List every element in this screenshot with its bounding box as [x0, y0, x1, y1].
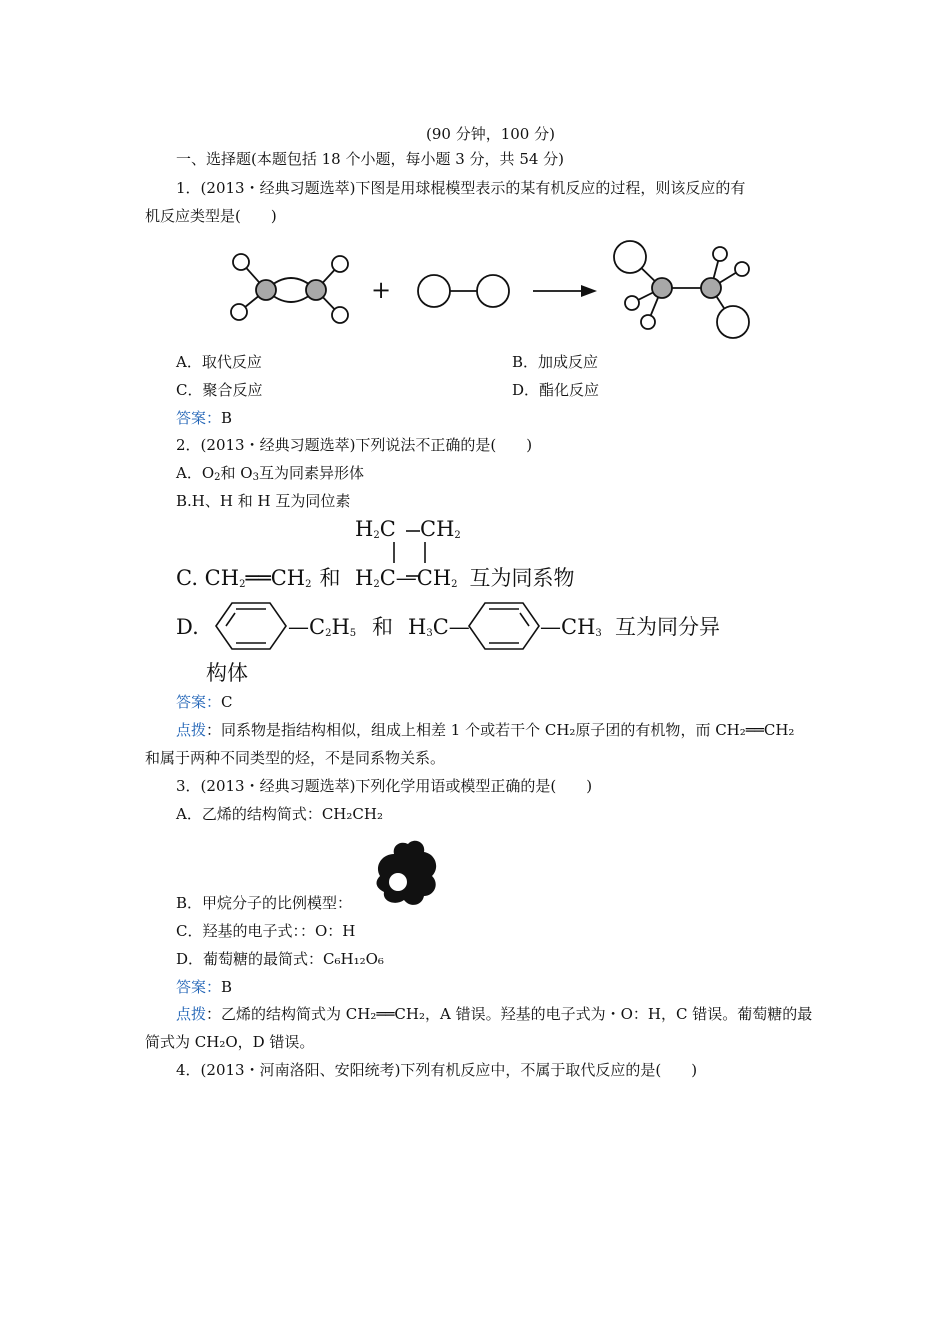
- ball-stick-reaction-diagram: [215, 232, 765, 352]
- q1-answer: [176, 408, 232, 428]
- methyl-right: $—CH_3$: [540, 615, 602, 639]
- q2-note-line1: 点拨：同系物是指结构相似，组成上相差 1 个或若干个 CH₂原子团的有机物，而 CH₂══CH₂: [176, 721, 795, 739]
- q3-option-d: D．葡萄糖的最简式：C₆H₁₂O₆: [176, 950, 384, 968]
- benzene-ring-icon: [214, 601, 290, 651]
- benzene-ring-icon: [467, 601, 543, 651]
- q2-answer: 答案：C: [176, 693, 233, 711]
- time-score: (90 分钟，100 分): [426, 125, 555, 143]
- answer-label: 答案：: [176, 409, 222, 427]
- q3-stem: 3．(2013・经典习题选萃)下列化学用语或模型正确的是( ): [176, 777, 593, 795]
- q2-option-b: B.H、H 和 H 互为同位素: [176, 492, 351, 510]
- q1-stem-line1: 1．(2013・经典习题选萃)下图是用球棍模型表示的某有机反应的过程，则该反应的有: [176, 179, 746, 197]
- q1-option-c: C．聚合反应: [176, 381, 263, 399]
- q2-option-d-tail2: 构体: [206, 661, 248, 685]
- q3-note-line2: 简式为 CH₂O，D 错误。: [145, 1033, 315, 1051]
- ring-top-left: $H_2C$: [355, 517, 396, 541]
- q2-stem: 2．(2013・经典习题选萃)下列说法不正确的是( ): [176, 436, 533, 454]
- ring-bottom: $H_2C—CH_2$ 互为同系物: [355, 566, 575, 590]
- q4-stem: 4．(2013・河南洛阳、安阳统考)下列有机反应中，不属于取代反应的是( ): [176, 1061, 698, 1079]
- q3-option-a: A．乙烯的结构简式：CH₂CH₂: [176, 805, 383, 823]
- q2-option-c: C. $CH_2══CH_2$ 和: [176, 566, 341, 590]
- q3-option-b: B．甲烷分子的比例模型：: [176, 894, 353, 912]
- q2-option-d-tail1: 互为同分异: [615, 615, 720, 639]
- ring-top-right: $CH_2$: [420, 517, 461, 541]
- q3-answer: 答案：B: [176, 978, 233, 996]
- section-heading: 一、选择题(本题包括 18 个小题，每小题 3 分，共 54 分): [176, 150, 565, 168]
- q2-note-line2: 和属于两种不同类型的烃，不是同系物关系。: [145, 749, 446, 767]
- answer-value: B: [221, 409, 233, 427]
- methyl-left: $H_3C—$: [408, 615, 470, 639]
- q1-option-a: A．取代反应: [176, 353, 262, 371]
- q2-option-a: A．$O_2$和 $O_3$互为同素异形体: [176, 464, 364, 483]
- ethyl-group: $—C_2H_5$: [288, 615, 357, 639]
- plus-sign: +: [371, 276, 392, 304]
- methane-space-filling-model: [370, 838, 442, 908]
- q3-note-line1: 点拨：乙烯的结构简式为 CH₂══CH₂，A 错误。羟基的电子式为・O：H，C 错误。葡萄糖的最: [176, 1005, 813, 1023]
- q2-option-d-label: D.: [176, 615, 199, 639]
- q3-option-c: C．羟基的电子式：：O：H: [176, 922, 356, 940]
- q1-option-b: B．加成反应: [512, 353, 599, 371]
- q1-option-d: D．酯化反应: [512, 381, 600, 399]
- q2-option-d-and: 和: [372, 615, 393, 639]
- q1-stem-line2: 机反应类型是( ): [145, 207, 277, 225]
